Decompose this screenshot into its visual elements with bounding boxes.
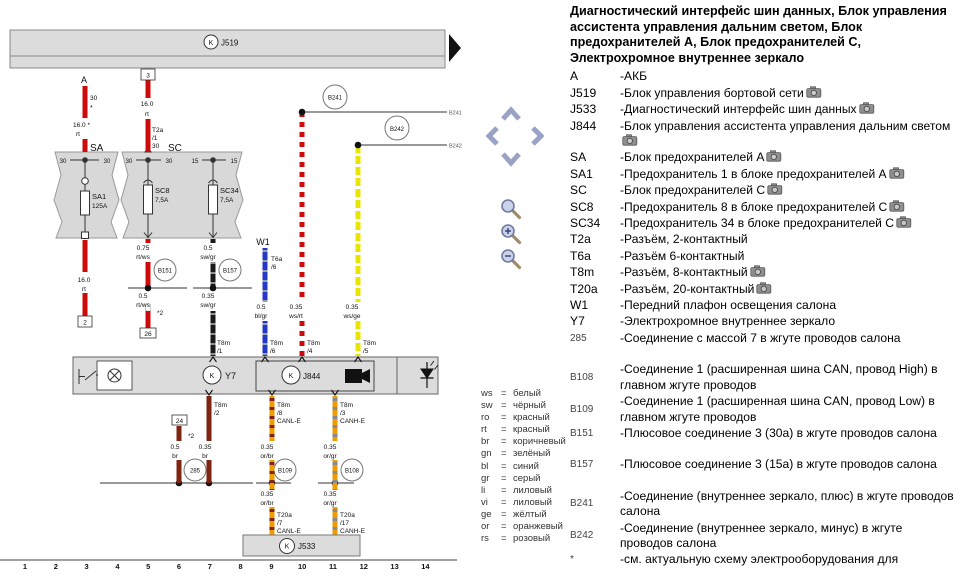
sc8-fuse-label: SC8 — [155, 186, 170, 195]
track-number: 1 — [22, 562, 28, 571]
note-star2-b: *2 — [188, 433, 195, 440]
legend-entry-id: B109 — [570, 403, 594, 415]
t8m-3-label: T8m — [340, 402, 353, 409]
t8m-4-label: T8m — [307, 340, 320, 347]
legend-entry-SA1 — [570, 167, 958, 182]
legend-entry-id: T6a — [570, 248, 591, 263]
legend-entry-T6a — [570, 249, 958, 264]
y7-label: Y7 — [225, 371, 237, 381]
wire-b157-gauge: 0.35 — [201, 293, 215, 300]
legend-entry-text: -Предохранитель 1 в блоке предохранителей A — [620, 167, 958, 182]
wire-b241-gauge: 0.35 — [289, 304, 303, 311]
legend-entry-id: J844 — [570, 118, 597, 133]
wire-color-row — [481, 412, 566, 424]
legend-entry-id: 285 — [570, 332, 587, 344]
pan-left-button[interactable] — [489, 128, 497, 144]
legend-entry-B241 — [570, 489, 958, 520]
legend-entry-id: T2a — [570, 232, 591, 247]
wire-sa-gauge: 16.0 — [77, 277, 91, 284]
b109-id: B109 — [277, 468, 293, 475]
equals-sign: = — [501, 400, 507, 412]
magnifier-icon[interactable] — [502, 200, 520, 218]
j519-label: J519 — [221, 38, 239, 48]
legend-panel — [570, 4, 958, 569]
t8m-5-label: T8m — [363, 340, 376, 347]
wire-color-code: gr — [481, 472, 490, 484]
equals-sign: = — [501, 484, 507, 496]
wire-sc34-color: sw/gr — [200, 254, 216, 261]
legend-entry-J519 — [570, 86, 958, 101]
legend-entry-id: SC — [570, 183, 587, 198]
legend-entry-id: SC34 — [570, 216, 601, 231]
wire-color-row — [481, 485, 566, 497]
t20a-7-label: T20a — [277, 512, 292, 519]
term-box-26-label: 26 — [144, 331, 152, 338]
wire-color-row — [481, 509, 566, 521]
legend-entry-SA — [570, 150, 958, 165]
sc-term-30-right: 30 — [165, 159, 173, 165]
equals-sign: = — [501, 436, 507, 448]
b241-edge-label: B241 — [449, 110, 462, 117]
wire-color-name: коричневый — [513, 436, 566, 448]
wire-t8m2-color: br — [202, 453, 208, 460]
b151-id: B151 — [157, 268, 173, 275]
t20a-7-bus: CANL-E — [277, 528, 301, 535]
camera-icon[interactable] — [889, 167, 905, 179]
t8m-3-bus: CANH-E — [340, 418, 365, 425]
sc34-fuse-rating: 7,5A — [220, 197, 234, 204]
camera-icon[interactable] — [756, 282, 772, 294]
wire-canl-color-b: or/br — [260, 500, 274, 507]
wire-b242-color: ws/ge — [343, 313, 361, 320]
wire-b157-color: sw/gr — [200, 302, 216, 309]
legend-entry-text: -Блок управления ассистента управления дальним светом — [620, 119, 958, 150]
ground-285-id: 285 — [189, 468, 201, 475]
wire-sa-color: rt — [82, 286, 86, 293]
title-line: Электрохромное внутреннее зеркало — [570, 50, 805, 65]
wire-canh-gauge-b: 0.35 — [323, 491, 337, 498]
term-box-2-label: 2 — [83, 319, 87, 327]
sc8-fuse-rating: 7,5A — [155, 197, 169, 204]
wire-color-code: vi — [481, 496, 488, 508]
sc-term-15-right: 15 — [230, 159, 238, 165]
wire-sc34-gauge: 0.5 — [203, 245, 213, 252]
t6a-pin: /6 — [271, 264, 277, 271]
wire-color-code: gn — [481, 448, 492, 460]
wire-w1-gauge: 0.5 — [256, 304, 266, 311]
fuse-box-sc — [121, 152, 243, 238]
wire-b151-gauge: 0.5 — [138, 293, 148, 300]
camera-icon[interactable] — [859, 102, 875, 114]
legend-entry-J533 — [570, 102, 958, 117]
equals-sign: = — [501, 460, 507, 472]
legend-entry-B109 — [570, 394, 958, 425]
t8m-6-label: T8m — [270, 340, 283, 347]
track-number: 9 — [269, 562, 274, 571]
wire-24-color: br — [172, 453, 178, 460]
wire-a-color: rt — [76, 131, 80, 138]
wire-canh-color-a: or/gr — [323, 453, 337, 460]
sa-label: SA — [90, 143, 104, 154]
t2a-pin: /1 — [152, 135, 158, 142]
wire-color-code: ge — [481, 508, 492, 520]
track-number: 4 — [115, 562, 120, 571]
legend-entries — [570, 69, 958, 567]
bus-bar-j519 — [10, 30, 461, 68]
note-star2-a: *2 — [157, 310, 164, 317]
legend-entry-text: -Электрохромное внутреннее зеркало — [620, 314, 836, 329]
wire-color-row — [481, 436, 566, 448]
wire-24-gauge: 0.5 — [170, 444, 180, 451]
wire-color-legend — [481, 388, 566, 545]
t8m-8-label: T8m — [277, 402, 290, 409]
j519-k-letter: K — [208, 40, 214, 47]
legend-entry-Y7 — [570, 314, 958, 329]
wire-color-name: красный — [513, 424, 550, 436]
legend-entry-* — [570, 552, 958, 567]
title-line: ассистента управления дальним светом, Блок — [570, 19, 863, 34]
legend-entry-W1 — [570, 298, 958, 313]
wire-sc8-gauge: 0.75 — [136, 245, 150, 252]
t2a-terminal: 30 — [152, 143, 160, 150]
wire-color-code: rt — [481, 424, 487, 436]
wire-color-name: белый — [513, 388, 541, 399]
legend-entry-B242 — [570, 521, 958, 552]
fuse-sc34-symbol — [209, 185, 218, 214]
w1-label: W1 — [256, 237, 270, 247]
legend-entry-B151 — [570, 426, 958, 441]
wire-color-name: жёлтый — [513, 508, 547, 520]
track-number: 8 — [238, 562, 243, 571]
legend-entry-text: -Блок предохранителей A — [620, 150, 958, 165]
track-number: 7 — [207, 562, 212, 571]
legend-entry-text: -Диагностический интерфейс шин данных — [620, 102, 958, 117]
camera-module-icon — [345, 369, 370, 383]
battery-label: A — [80, 75, 88, 85]
legend-entry-text: -см. актуальную схему электрооборудования для — [620, 552, 899, 567]
legend-entry-id: B242 — [570, 530, 594, 542]
wire-color-name: синий — [513, 460, 539, 472]
camera-icon[interactable] — [766, 150, 782, 162]
title-line: предохранителей А, Блок предохранителей С, — [570, 35, 862, 50]
t20a-17-pin: /17 — [340, 520, 350, 527]
legend-entry-text: -Соединение 1 (расширенная шина CAN, провод High) в главном жгуте проводов — [620, 362, 938, 392]
t8m-1-pin: /1 — [217, 348, 223, 355]
b242-edge-label: B242 — [449, 143, 462, 150]
title-line: Диагностический интерфейс шин данных, Блок управления — [570, 4, 947, 18]
j844-k-letter: K — [288, 373, 294, 380]
legend-entry-id: T20a — [570, 281, 598, 296]
module-y7-box — [73, 357, 438, 394]
battery-terminal: 30 — [90, 95, 98, 102]
b108-id: B108 — [344, 468, 360, 475]
equals-sign: = — [501, 533, 507, 545]
wire-sc8-color: rt/ws — [136, 254, 150, 261]
wire-b241-color: ws/rt — [289, 313, 303, 320]
legend-entry-T8m — [570, 265, 958, 280]
track-number: 2 — [53, 562, 58, 571]
wire-color-row — [481, 497, 566, 509]
equals-sign: = — [501, 448, 507, 460]
wire-color-row — [481, 424, 566, 436]
legend-entry-text: -Передний плафон освещения салона — [620, 298, 837, 313]
sa1-fuse-rating: 125A — [92, 203, 108, 210]
wire-color-row — [481, 473, 566, 485]
lamp-icon — [108, 369, 121, 382]
wire-t8m2-gauge: 0.35 — [198, 444, 212, 451]
wire-color-code: rs — [481, 533, 489, 545]
wire-color-row — [481, 533, 566, 545]
wire-color-name: оранжевый — [513, 521, 563, 533]
track-number: 14 — [421, 562, 430, 571]
wire-b242-gauge: 0.35 — [345, 304, 359, 311]
equals-sign: = — [501, 472, 507, 484]
track-number: 3 — [84, 562, 89, 571]
t8m-8-bus: CANL-E — [277, 418, 301, 425]
legend-entry-text: -Разъём, 8-контактный — [620, 265, 958, 280]
legend-entry-SC34 — [570, 216, 958, 231]
wire-canh-gauge-a: 0.35 — [323, 444, 337, 451]
wire-3-gauge: 16.0 — [140, 101, 154, 108]
sa-term-30-right: 30 — [103, 159, 111, 165]
legend-entry-id: SA — [570, 150, 587, 165]
wire-canl-gauge-b: 0.35 — [260, 491, 274, 498]
legend-entry-id: B157 — [570, 459, 594, 471]
legend-entry-text: -Соединение (внутреннее зеркало, минус) в жгуте проводов салона — [620, 520, 903, 550]
legend-entry-text: -Предохранитель 34 в блоке предохранителей C — [620, 216, 958, 231]
equals-sign: = — [501, 424, 507, 436]
diagram-title — [570, 4, 958, 66]
wire-color-code: li — [481, 484, 486, 496]
legend-entry-B108 — [570, 362, 958, 393]
wire-color-name: зелёный — [513, 448, 551, 460]
legend-entry-text: -АКБ — [620, 69, 648, 84]
b241-id: B241 — [327, 95, 343, 102]
track-number: 11 — [329, 562, 337, 571]
legend-entry-text: -Разъём, 2-контактный — [620, 232, 748, 247]
j533-label: J533 — [298, 542, 316, 551]
wire-color-name: серый — [513, 472, 541, 484]
wire-3-color: rt — [145, 111, 149, 118]
legend-entry-id: A — [570, 69, 579, 84]
wire-color-name: розовый — [513, 533, 551, 545]
t8m-6-pin: /6 — [270, 348, 276, 355]
zoom-in-button[interactable] — [502, 225, 520, 243]
legend-entry-T2a — [570, 232, 958, 247]
diagram-labels — [60, 39, 462, 552]
legend-entry-id: W1 — [570, 298, 589, 313]
wire-color-name: лиловый — [513, 496, 552, 508]
legend-entry-text: -Разъём 6-контактный — [620, 248, 745, 263]
sa1-fuse-label: SA1 — [92, 192, 107, 201]
legend-entry-text: -Соединение 1 (расширенная шина CAN, провод Low) в главном жгуте проводов — [620, 394, 935, 424]
pan-up-button[interactable] — [503, 110, 519, 119]
y7-k-letter: K — [209, 373, 215, 380]
t8m-4-pin: /4 — [307, 348, 313, 355]
j844-label: J844 — [303, 372, 321, 381]
sc-term-30-left: 30 — [125, 159, 133, 165]
legend-entry-id: SC8 — [570, 199, 594, 214]
wire-color-code: sw — [481, 400, 493, 412]
legend-entry-text: -Соединение с массой 7 в жгуте проводов салона — [620, 330, 901, 345]
legend-entry-T20a — [570, 282, 958, 297]
track-number: 5 — [146, 562, 151, 571]
t20a-17-bus: CANH-E — [340, 528, 365, 535]
zoom-out-button[interactable] — [502, 250, 520, 268]
legend-entry-id: Y7 — [570, 314, 585, 329]
continuation-arrow-icon — [449, 34, 461, 62]
track-number: 10 — [298, 562, 307, 571]
viewer-controls — [489, 110, 541, 268]
legend-entry-id: B108 — [570, 371, 594, 383]
sa-term-30-left: 30 — [59, 159, 67, 165]
t8m-1-label: T8m — [217, 340, 230, 347]
camera-icon[interactable] — [750, 265, 766, 277]
b242-id: B242 — [389, 127, 405, 133]
camera-icon[interactable] — [806, 86, 822, 98]
j533-k-letter: K — [284, 543, 290, 551]
track-number: 12 — [359, 562, 368, 571]
wire-color-code: ws — [481, 388, 493, 399]
legend-entry-text: -Блок управления бортовой сети — [620, 86, 958, 101]
battery-star: * — [90, 105, 93, 112]
wire-color-code: or — [481, 521, 490, 533]
legend-entry-text: -Блок предохранителей C — [620, 183, 958, 198]
legend-entry-text: -Соединение (внутреннее зеркало, плюс) в жгуте проводов салона — [620, 488, 954, 519]
legend-entry-A — [570, 69, 958, 84]
t8m-5-pin: /5 — [363, 348, 369, 355]
wire-color-code: ro — [481, 412, 490, 424]
legend-entry-id: J533 — [570, 102, 597, 117]
sc-term-15-left: 15 — [191, 159, 199, 165]
legend-entry-text: -Разъём, 20-контактный — [620, 282, 958, 297]
wire-color-name: чёрный — [513, 400, 546, 412]
legend-entry-SC8 — [570, 200, 958, 215]
sc-label: SC — [168, 143, 182, 154]
equals-sign: = — [501, 388, 507, 399]
equals-sign: = — [501, 521, 507, 533]
fuse-sa1-symbol — [81, 191, 90, 215]
pan-down-button[interactable] — [503, 154, 519, 163]
wire-b151-color: rt/ws — [136, 302, 150, 309]
pan-right-button[interactable] — [533, 128, 541, 144]
t6a-label: T6a — [271, 256, 283, 263]
legend-entry-id: * — [570, 554, 574, 566]
equals-sign: = — [501, 412, 507, 424]
term-box-3-label: 3 — [146, 72, 150, 80]
b157-id: B157 — [222, 268, 238, 275]
wire-color-row — [481, 400, 566, 412]
legend-entry-text: -Плюсовое соединение 3 (15а) в жгуте проводов салона — [620, 457, 937, 472]
track-number: 6 — [176, 562, 182, 571]
legend-entry-id: T8m — [570, 265, 595, 280]
wire-color-row — [481, 388, 566, 400]
legend-entry-text: -Предохранитель 8 в блоке предохранителей C — [620, 200, 958, 215]
wire-color-name: красный — [513, 412, 550, 424]
legend-entry-J844 — [570, 119, 958, 150]
t8m-8-pin: /8 — [277, 410, 283, 417]
wire-color-row — [481, 521, 566, 533]
camera-icon[interactable] — [896, 216, 912, 228]
wire-canl-gauge-a: 0.35 — [260, 444, 274, 451]
legend-entry-id: B241 — [570, 498, 594, 510]
track-ruler — [23, 562, 430, 571]
legend-entry-id: B151 — [570, 427, 594, 439]
legend-entry-id: J519 — [570, 85, 597, 100]
sc34-fuse-label: SC34 — [220, 186, 239, 195]
t20a-17-label: T20a — [340, 512, 355, 519]
t8m-2-pin: /2 — [214, 410, 220, 417]
legend-entry-id: SA1 — [570, 166, 593, 181]
track-number: 13 — [390, 562, 399, 571]
equals-sign: = — [501, 496, 507, 508]
fuse-sc8-symbol — [144, 185, 153, 214]
legend-entry-text: -Плюсовое соединение 3 (30а) в жгуте проводов салона — [620, 425, 937, 440]
t20a-7-pin: /7 — [277, 520, 283, 527]
term-box-24-label: 24 — [175, 418, 184, 425]
t8m-2-label: T8m — [214, 402, 227, 409]
wire-canh-color-b: or/gr — [323, 500, 337, 507]
wire-color-code: bl — [481, 460, 489, 472]
wire-w1-color: bl/gr — [254, 313, 268, 320]
j519-bar-strip — [10, 56, 445, 68]
legend-entry-285 — [570, 331, 958, 346]
wire-a-gauge: 16.0 * — [73, 122, 90, 129]
wire-color-name: лиловый — [513, 484, 552, 496]
legend-entry-SC — [570, 183, 958, 198]
t2a-label: T2a — [152, 127, 164, 134]
camera-icon[interactable] — [767, 183, 783, 195]
legend-entry-B157 — [570, 457, 958, 472]
equals-sign: = — [501, 508, 507, 520]
camera-icon[interactable] — [889, 200, 905, 212]
wire-canl-color-a: or/br — [260, 453, 274, 460]
wire-color-row — [481, 461, 566, 473]
wire-color-code: br — [481, 436, 490, 448]
t8m-3-pin: /3 — [340, 410, 346, 417]
wire-color-row — [481, 448, 566, 460]
camera-icon[interactable] — [622, 134, 638, 146]
